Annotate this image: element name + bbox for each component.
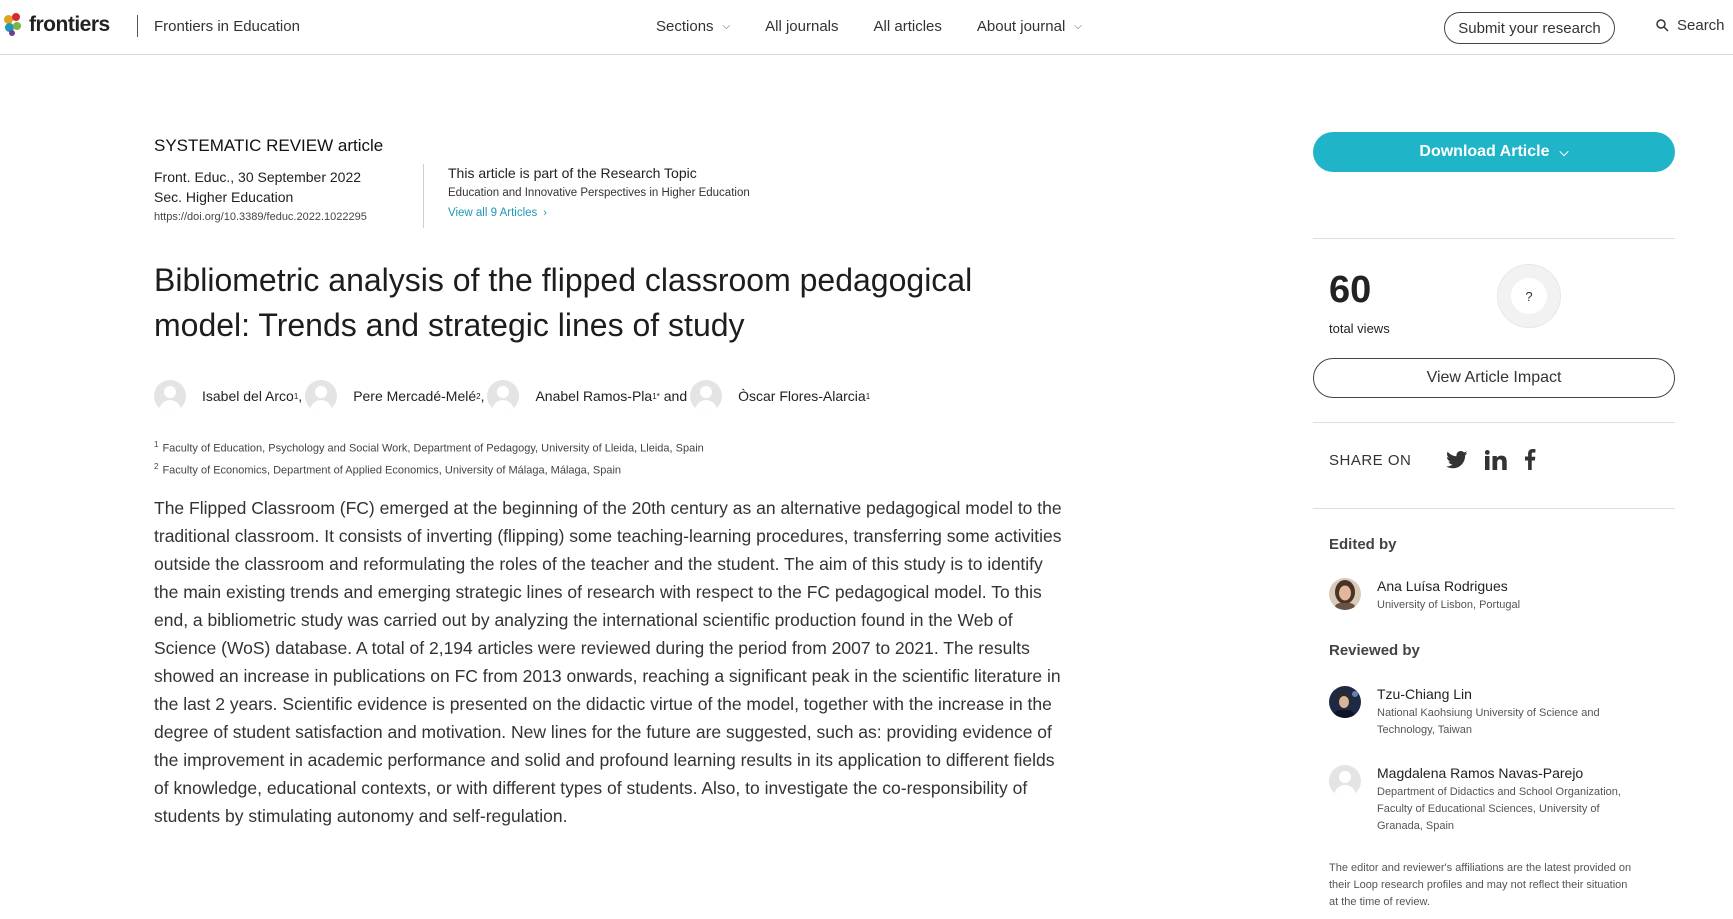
author-name: Isabel del Arco bbox=[202, 388, 294, 404]
reviewer-item[interactable] bbox=[1329, 765, 1632, 835]
article-title: Bibliometric analysis of the flipped classroom pedagogical model: Trends and strategic lines of study bbox=[154, 262, 973, 343]
reviewer-name: Tzu-Chiang Lin bbox=[1377, 686, 1472, 702]
affiliation-num: 2 bbox=[154, 461, 159, 471]
reviewed-by-label: Reviewed by bbox=[1329, 642, 1420, 659]
frontiers-logo-icon bbox=[4, 13, 26, 37]
author-affil-sup: 2 bbox=[476, 391, 481, 401]
research-topic-name[interactable]: Education and Innovative Perspectives in Higher Education bbox=[448, 187, 750, 199]
article-meta bbox=[154, 167, 367, 227]
avatar bbox=[154, 380, 186, 412]
author-item[interactable] bbox=[487, 380, 659, 412]
nav-sections-label: Sections bbox=[656, 18, 714, 35]
frontiers-logo[interactable] bbox=[4, 13, 110, 37]
article-type bbox=[154, 136, 383, 156]
edited-by-label: Edited by bbox=[1329, 536, 1397, 553]
avatar bbox=[487, 380, 519, 412]
research-topic bbox=[448, 165, 750, 219]
meta-divider bbox=[423, 164, 424, 228]
affiliation-text: Faculty of Economics, Department of Applied Economics, University of Málaga, Málaga, Spain bbox=[162, 464, 621, 477]
reviewer-affiliation: Department of Didactics and School Organization, Faculty of Educational Sciences, University of Granada, Spain bbox=[1377, 786, 1621, 832]
nav-all-journals-label: All journals bbox=[765, 18, 839, 35]
submit-research-button[interactable]: Submit your research bbox=[1444, 12, 1615, 44]
share-on-label: SHARE ON bbox=[1329, 452, 1412, 469]
nav-all-articles-label: All articles bbox=[873, 18, 942, 35]
editor-avatar bbox=[1329, 578, 1361, 610]
twitter-icon[interactable] bbox=[1446, 451, 1468, 469]
article-section: Sec. Higher Education bbox=[154, 189, 294, 205]
reviewer-disclaimer: The editor and reviewer's affiliations are the latest provided on their Loop research profiles and may not reflect their situation at the time of review. bbox=[1329, 862, 1632, 908]
chevron-down-icon: ⌵ bbox=[722, 21, 731, 32]
editor-name: Ana Luísa Rodrigues bbox=[1377, 578, 1508, 594]
header-divider bbox=[137, 15, 138, 37]
affiliation-num: 1 bbox=[154, 440, 159, 449]
article-type-suffix: article bbox=[337, 136, 384, 155]
author-name: Òscar Flores-Alarcia bbox=[738, 388, 866, 404]
logo-text: frontiers bbox=[29, 13, 110, 36]
search-icon bbox=[1656, 19, 1669, 32]
author-list bbox=[154, 380, 870, 412]
avatar bbox=[1329, 765, 1361, 797]
sidebar-divider bbox=[1313, 238, 1675, 239]
avatar bbox=[305, 380, 337, 412]
affiliation-item bbox=[154, 458, 704, 480]
author-affil-sup: 1* bbox=[652, 391, 660, 401]
reviewer-name: Magdalena Ramos Navas-Parejo bbox=[1377, 765, 1584, 781]
article-type-label: SYSTEMATIC REVIEW bbox=[154, 136, 334, 155]
nav-about-journal-label: About journal bbox=[976, 18, 1066, 35]
view-all-articles-label: View all 9 Articles bbox=[448, 207, 538, 219]
reviewer-affiliation: National Kaohsiung University of Science and Technology, Taiwan bbox=[1377, 707, 1600, 736]
reviewer-avatar bbox=[1329, 686, 1361, 718]
total-views-count: 60 bbox=[1329, 269, 1372, 311]
main-nav bbox=[656, 18, 1117, 35]
view-all-articles-link[interactable] bbox=[448, 207, 750, 219]
authors-and: and bbox=[663, 388, 688, 404]
chevron-right-icon: › bbox=[543, 207, 547, 219]
reviewer-item[interactable] bbox=[1329, 686, 1632, 739]
author-affil-sup: 1 bbox=[865, 391, 871, 401]
search-label: Search bbox=[1677, 17, 1725, 34]
impact-score-symbol: ? bbox=[1511, 278, 1547, 314]
share-icons bbox=[1446, 449, 1553, 470]
editor-item[interactable] bbox=[1329, 578, 1632, 614]
author-affil-sup: 1 bbox=[293, 391, 299, 401]
affiliation-text: Faculty of Education, Psychology and Social Work, Department of Pedagogy, University of Lleida, Lleida, Spain bbox=[162, 442, 704, 455]
impact-score-badge[interactable] bbox=[1497, 264, 1561, 328]
nav-about-journal[interactable] bbox=[977, 18, 1082, 35]
sidebar-divider bbox=[1313, 508, 1675, 509]
author-item[interactable]: Isabel del Arco 1 , bbox=[154, 380, 305, 412]
download-article-button[interactable] bbox=[1313, 132, 1675, 172]
affiliations bbox=[154, 436, 704, 479]
facebook-icon[interactable] bbox=[1524, 449, 1536, 470]
affiliation-item bbox=[154, 436, 704, 458]
download-article-label: Download Article bbox=[1419, 143, 1550, 160]
article-abstract: The Flipped Classroom (FC) emerged at the beginning of the 20th century as an alternative pedagogical model to the traditional classroom. It consists of inverting (flipping) some teaching-learning procedures, transferring some activities outside the classroom and reformulating the roles of the teacher and the student. The aim of this study is to identify the main existing trends and emerging strategic lines of research with respect to the FC pedagogical model. To this end, a bibliometric study was carried out by analyzing the international scientific production found in the Web of Science (WoS) database. A total of 2,194 articles were reviewed during the period from 2007 to 2021. The results showed an increase in publications on FC from 2013 onwards, reaching a significant peak in the scientific literature in the last 2 years. Scientific evidence is presented on the didactic virtue of the model, together with the increase in the degree of student satisfaction and motivation. New lines for the future are suggested, such as: providing evidence of the improvement in academic performance and solid and profound learning results in its application to different fields of knowledge, educational contexts, or with different types of students. Also, to investigate the co-responsibility of students by stimulating autonomy and self-regulation. bbox=[154, 498, 1062, 826]
nav-all-journals[interactable] bbox=[765, 18, 838, 35]
total-views-label: total views bbox=[1329, 321, 1390, 336]
author-name: Anabel Ramos-Pla bbox=[535, 388, 653, 404]
editor-affiliation: University of Lisbon, Portugal bbox=[1377, 599, 1521, 611]
author-name: Pere Mercadé-Melé bbox=[353, 388, 477, 404]
avatar bbox=[690, 380, 722, 412]
research-topic-label: This article is part of the Research Topic bbox=[448, 165, 697, 181]
author-item[interactable]: Pere Mercadé-Melé 2 , bbox=[305, 380, 487, 412]
nav-sections[interactable] bbox=[656, 18, 730, 35]
journal-date: Front. Educ., 30 September 2022 bbox=[154, 169, 362, 185]
search-button[interactable] bbox=[1656, 17, 1725, 34]
view-article-impact-button[interactable]: View Article Impact bbox=[1313, 358, 1675, 398]
journal-name-link[interactable]: Frontiers in Education bbox=[154, 18, 300, 35]
doi-link[interactable]: https://doi.org/10.3389/feduc.2022.1022295 bbox=[154, 211, 367, 223]
linkedin-icon[interactable] bbox=[1485, 450, 1507, 470]
chevron-down-icon: ⌵ bbox=[1559, 144, 1569, 159]
sidebar-divider bbox=[1313, 422, 1675, 423]
site-header bbox=[0, 0, 1733, 55]
chevron-down-icon: ⌵ bbox=[1074, 21, 1082, 32]
nav-all-articles[interactable] bbox=[874, 18, 942, 35]
author-item[interactable] bbox=[690, 380, 870, 412]
